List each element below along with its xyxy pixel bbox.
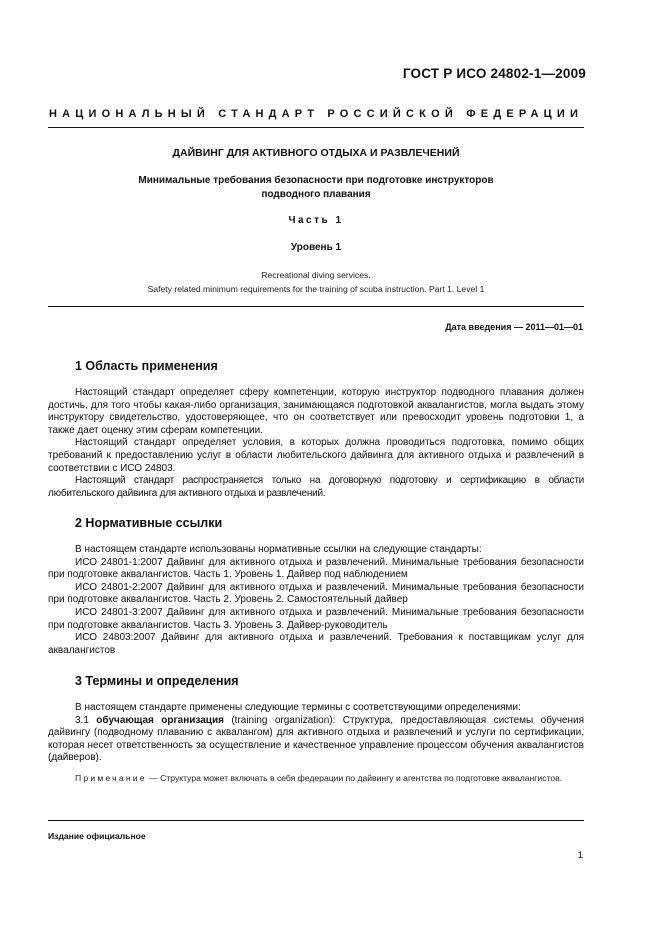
definition-number: 3.1 bbox=[75, 714, 89, 726]
section-heading: 1 Область применения bbox=[75, 359, 218, 373]
standard-subtitle bbox=[48, 174, 584, 202]
english-title-line: Recreational diving services. bbox=[261, 270, 371, 280]
reference-item: ИСО 24803:2007 Дайвинг для активного отдыха и развлечений. Требования к поставщикам услуг для аквалангистов bbox=[48, 632, 584, 656]
paragraph: В настоящем стандарте применены следующие термины с соответствующими определениями: bbox=[75, 702, 521, 713]
note-text: — Структура может включать в себя федерации по дайвингу и агентства по подготовке аквалангистов. bbox=[149, 772, 563, 783]
national-standard-banner: НАЦИОНАЛЬНЫЙ СТАНДАРТ РОССИЙСКОЙ ФЕДЕРАЦИИ bbox=[48, 108, 584, 120]
standard-title: ДАЙВИНГ ДЛЯ АКТИВНОГО ОТДЫХА И РАЗВЛЕЧЕНИЙ bbox=[172, 147, 460, 159]
paragraph: Настоящий стандарт определяет сферу компетенции, которую инструктор подводного плавания должен достичь, для того чтобы какая-либо организация, занимающаяся подготовкой аквалангистов, могла выдать этому инструктору свидетельство, удостоверяющее, что он соответствует или превосходит уровень подготовки 1, а также дает оценку этим сферам компетенции. bbox=[48, 387, 584, 436]
english-title bbox=[48, 268, 584, 296]
definition-text: (training organization): Структура, предоставляющая системы обучения дайвингу (подводному плаванию с аквалангом) для активного отдыха и развлечений и услуги по сертификации, которая несет ответственность за осуществление и качественное управление процессом обучения аквалангистов (дайверов). bbox=[48, 714, 584, 764]
part-label: Часть 1 bbox=[288, 215, 344, 226]
note-label: Примечание bbox=[75, 772, 147, 783]
document-number: ГОСТ Р ИСО 24802-1—2009 bbox=[402, 66, 586, 81]
definition-term: обучающая организация bbox=[96, 714, 224, 726]
section-1 bbox=[48, 359, 584, 500]
title-rule bbox=[48, 306, 584, 307]
paragraph: В настоящем стандарте использованы нормативные ссылки на следующие стандарты: bbox=[75, 544, 482, 555]
definition bbox=[48, 715, 584, 765]
subtitle-line: подводного плавания bbox=[261, 189, 371, 200]
note bbox=[48, 772, 584, 785]
section-heading: 2 Нормативные ссылки bbox=[75, 516, 223, 530]
section-heading: 3 Термины и определения bbox=[75, 674, 239, 688]
level-label: Уровень 1 bbox=[290, 242, 342, 253]
paragraph: Настоящий стандарт распространяется только на договорную подготовку и сертификацию в области любительского дайвинга для активного отдыха и развлечений. bbox=[48, 475, 584, 499]
reference-item: ИСО 24801-3:2007 Дайвинг для активного отдыха и развлечений. Минимальные требования безопасности при подготовке аквалангистов. Часть 3. Уровень 3. Дайвер-руководитель bbox=[48, 606, 584, 631]
introduction-date: Дата введения — 2011—01—01 bbox=[445, 322, 583, 332]
section-3 bbox=[48, 674, 584, 785]
subtitle-line: Минимальные требования безопасности при подготовке инструкторов bbox=[138, 175, 494, 186]
section-2 bbox=[48, 516, 584, 657]
reference-item: ИСО 24801-1:2007 Дайвинг для активного отдыха и развлечений. Минимальные требования безопасности при подготовке аквалангистов. Часть 1. Уровень 1. Дайвер под наблюдением bbox=[48, 556, 584, 581]
english-title-line: Safety related minimum requirements for the training of scuba instruction. Part 1. Level 1 bbox=[147, 284, 485, 294]
paragraph: Настоящий стандарт определяет условия, в которых должна проводиться подготовка, помимо общих требований к предоставлению услуг в области любительского дайвинга для активного отдыха и развлечений в соответствии с ИСО 24803. bbox=[48, 437, 584, 474]
header-rule bbox=[48, 127, 584, 128]
reference-item: ИСО 24801-2:2007 Дайвинг для активного отдыха и развлечений. Минимальные требования безопасности при подготовке аквалангистов. Часть 2. Уровень 2. Самостоятельный дайвер bbox=[48, 581, 584, 606]
edition-label: Издание официальное bbox=[48, 831, 146, 841]
page-number: 1 bbox=[577, 850, 583, 861]
footer-rule bbox=[48, 820, 584, 821]
